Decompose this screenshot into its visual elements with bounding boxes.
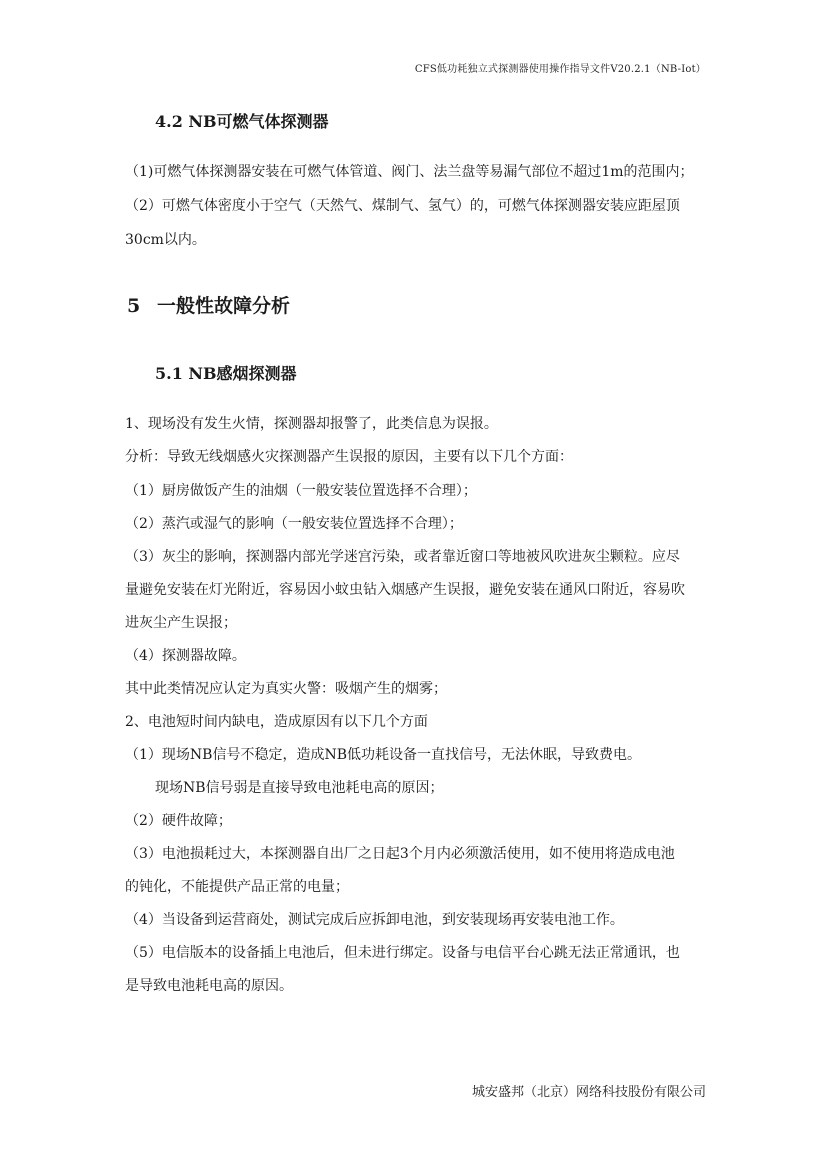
paragraph-line: 分析：导致无线烟感火灾探测器产生误报的原因，主要有以下几个方面： [125,449,573,465]
paragraph-line: （2）可燃气体密度小于空气（天然气、煤制气、氢气）的，可燃气体探测器安装应距屋顶 [125,198,680,214]
section-5-heading [127,291,290,318]
paragraph-line: 现场NB信号弱是直接导致电池耗电高的原因； [155,780,444,796]
paragraph-line: 2、电池短时间内缺电，造成原因有以下几个方面 [125,714,428,730]
list-item: （1）现场NB信号不稳定，造成NB低功耗设备一直找信号，无法休眠，导致费电。 [125,747,641,763]
list-item: （4）探测器故障。 [125,648,246,664]
paragraph-line: 30cm以内。 [125,232,206,248]
section-number: 5 [127,295,141,317]
paragraph-line: 量避免安装在灯光附近，容易因小蚊虫钻入烟感产生误报，避免安装在通风口附近，容易吹 [125,582,685,598]
list-item: （4）当设备到运营商处，测试完成后应拆卸电池，到安装现场再安装电池工作。 [125,912,624,928]
section-5-1-heading: 5.1 NB感烟探测器 [155,364,297,383]
paragraph-line: 是导致电池耗电高的原因。 [125,978,293,994]
list-item: （3）灰尘的影响，探测器内部光学迷宫污染，或者靠近窗口等地被风吹进灰尘颗粒。应尽 [125,549,680,565]
list-item: （1）厨房做饭产生的油烟（一般安装位置选择不合理）； [125,483,477,499]
list-item: （3）电池损耗过大，本探测器自出厂之日起3个月内必须激活使用，如不使用将造成电池 [125,846,675,862]
paragraph-line: 其中此类情况应认定为真实火警：吸烟产生的烟雾； [125,681,447,697]
paragraph-line: 1、现场没有发生火情，探测器却报警了，此类信息为误报。 [125,416,498,432]
page-header: CFS低功耗独立式探测器使用操作指导文件V20.2.1（NB-Iot） [414,64,706,75]
paragraph-line: 进灰尘产生误报； [125,615,237,631]
list-item: （5）电信版本的设备插上电池后，但未进行绑定。设备与电信平台心跳无法正常通讯，也 [125,945,680,961]
section-4-2-heading: 4.2 NB可燃气体探测器 [155,112,329,131]
page-footer: 城安盛邦（北京）网络科技股份有限公司 [471,1085,706,1100]
section-title: 一般性故障分析 [157,295,291,317]
list-item: （2）硬件故障； [125,813,232,829]
paragraph-line: 的钝化，不能提供产品正常的电量； [125,879,349,895]
paragraph-line: （1)可燃气体探测器安装在可燃气体管道、阀门、法兰盘等易漏气部位不超过1m的范围内； [125,164,694,180]
list-item: （2）蒸汽或湿气的影响（一般安装位置选择不合理）； [125,516,463,532]
